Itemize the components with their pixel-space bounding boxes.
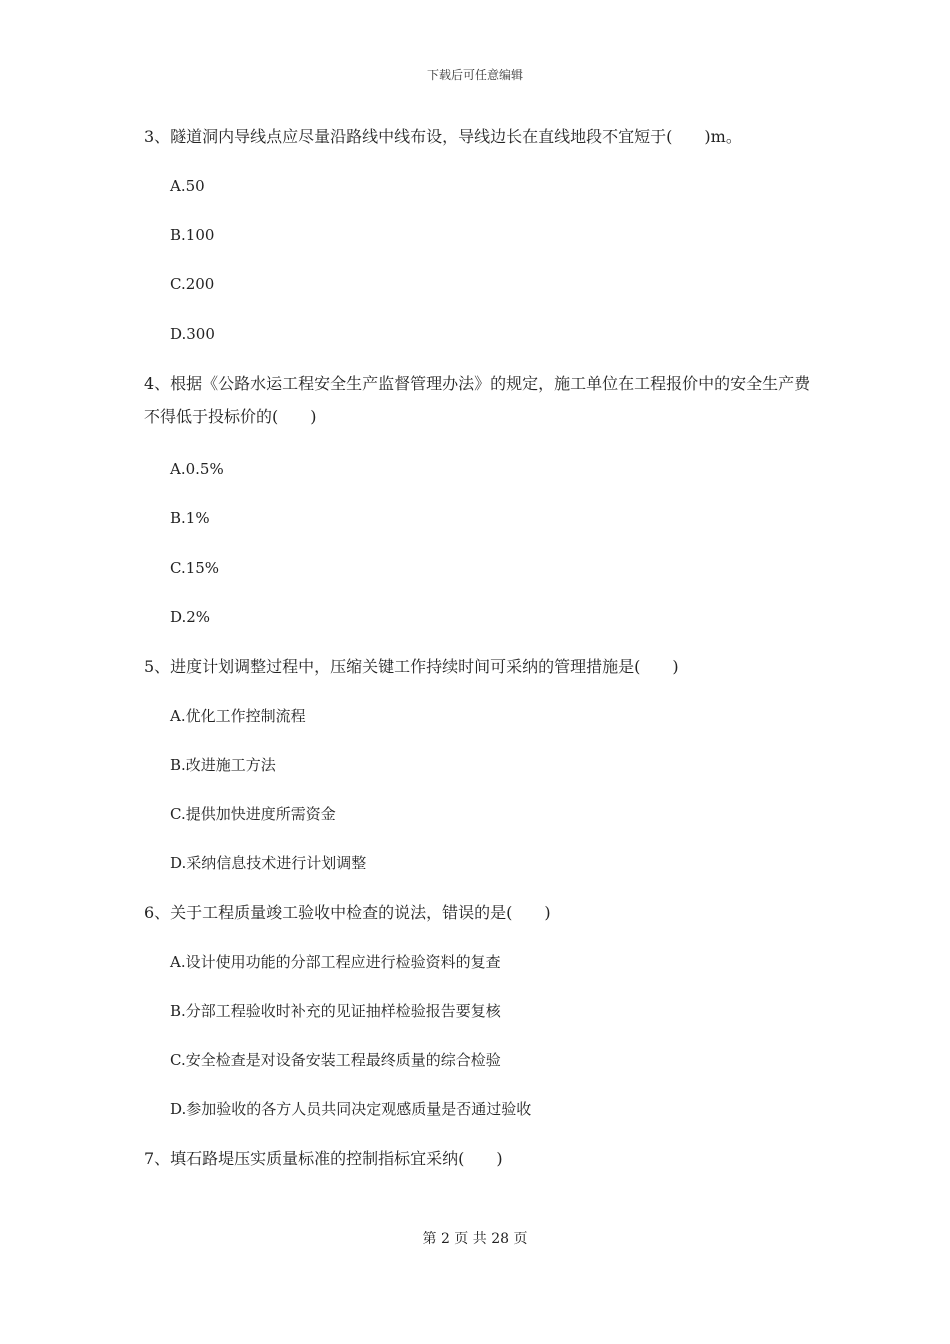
option-4c: C.15% — [170, 559, 220, 577]
option-3c: C.200 — [170, 275, 215, 293]
option-5c: C.提供加快进度所需资金 — [170, 805, 336, 823]
option-5d: D.采纳信息技术进行计划调整 — [170, 854, 367, 872]
option-3a: A.50 — [170, 177, 205, 195]
option-6d: D.参加验收的各方人员共同决定观感质量是否通过验收 — [170, 1100, 532, 1118]
option-5b: B.改进施工方法 — [170, 756, 276, 774]
option-6c: C.安全检查是对设备安装工程最终质量的综合检验 — [170, 1051, 501, 1069]
option-5a: A.优化工作控制流程 — [170, 707, 306, 725]
option-6a: A.设计使用功能的分部工程应进行检验资料的复查 — [170, 953, 501, 971]
option-4a: A.0.5% — [170, 460, 224, 478]
option-3b: B.100 — [170, 226, 215, 244]
question-5: 5、进度计划调整过程中，压缩关键工作持续时间可采纳的管理措施是( ) — [144, 657, 679, 676]
option-4b: B.1% — [170, 509, 210, 527]
option-4d: D.2% — [170, 608, 211, 626]
option-6b: B.分部工程验收时补充的见证抽样检验报告要复核 — [170, 1002, 501, 1020]
option-3d: D.300 — [170, 325, 215, 343]
question-7: 7、填石路堤压实质量标准的控制指标宜采纳( ) — [144, 1149, 503, 1168]
question-3: 3、隧道洞内导线点应尽量沿路线中线布设，导线边长在直线地段不宜短于( )m。 — [144, 127, 742, 146]
page-footer: 第 2 页 共 28 页 — [422, 1231, 528, 1247]
page-header: 下载后可任意编辑 — [426, 68, 523, 82]
question-6: 6、关于工程质量竣工验收中检查的说法，错误的是( ) — [144, 903, 551, 922]
question-4: 4、根据《公路水运工程安全生产监督管理办法》的规定，施工单位在工程报价中的安全生产费不得低于投标价的( ) — [144, 374, 811, 426]
